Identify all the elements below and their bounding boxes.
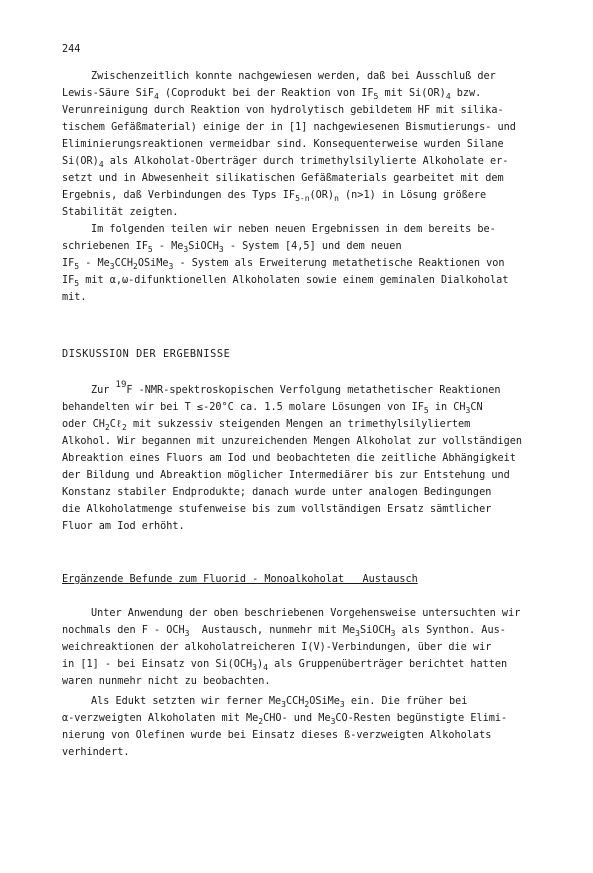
text-line: mit. <box>62 292 87 303</box>
text-line: Lewis-Säure SiF$_4$ (Coprodukt bei der Reaktion von $IF_5$ mit $Si(OR)_4$ bzw. <box>62 88 482 101</box>
text-line: Konstanz stabiler Endprodukte; danach wurde unter analogen Bedingungen <box>62 487 492 498</box>
text-line: weichreaktionen der alkoholatreicheren I(V)-Verbindungen, über die wir <box>62 642 492 653</box>
text-line: schriebenen $IF_5$ - $Me_3SiOCH_3$ - System [4,5] und dem neuen <box>62 241 402 254</box>
text-line: Unter Anwendung der oben beschriebenen Vorgehensweise untersuchten wir <box>91 608 521 619</box>
text-line: Abreaktion eines Fluors am Iod und beobachteten die zeitliche Abhängigkeit <box>62 453 516 464</box>
text-line: $IF_5$ mit α,ω-difunktionellen Alkoholaten sowie einem geminalen Dialkoholat <box>62 275 509 288</box>
text-line: verhindert. <box>62 747 130 758</box>
text-line: der Bildung und Abreaktion möglicher Intermediärer bis zur Entstehung und <box>62 470 510 481</box>
paragraph-5 <box>62 693 542 761</box>
text-line: tischem Gefäßmaterial) einige der in [1] nachgewiesenen Bismutierungs- und <box>62 122 516 133</box>
section-heading: DISKUSSION DER ERGEBNISSE <box>62 349 231 360</box>
text-line: Alkohol. Wir begannen mit unzureichenden Mengen Alkoholat zur vollständigen <box>62 436 523 447</box>
paragraph-1 <box>62 68 542 221</box>
text-line: $IF_5$ - $Me_3CCH_2OSiMe_3$ - System als Erweiterung metathetische Reaktionen von <box>62 258 505 271</box>
text-line: nochmals den F - $OCH_3$ Austausch, nunmehr mit $Me_3SiOCH_3$ als Synthon. Aus- <box>62 625 506 638</box>
page-number: 244 <box>62 44 81 55</box>
text-line: Als Edukt setzten wir ferner $Me_3CCH_2OSiMe_3$ ein. Die früher bei <box>91 696 468 709</box>
text-line: Verunreinigung durch Reaktion von hydrolytisch gebildetem HF mit silika- <box>62 105 504 116</box>
text-line: Zwischenzeitlich konnte nachgewiesen werden, daß bei Ausschluß der <box>91 71 496 82</box>
text-line: die Alkoholatmenge stufenweise bis zum vollständigen Ersatz sämtlicher <box>62 504 492 515</box>
paragraph-2 <box>62 221 542 306</box>
paragraph-3 <box>62 382 542 535</box>
text-line: Stabilität zeigten. <box>62 207 179 218</box>
text-line: α-verzweigten Alkoholaten mit $Me_2CHO-$ und $Me_3CO$-Resten begünstigte Elimi- <box>62 713 508 726</box>
paragraph-4 <box>62 605 542 690</box>
text-line: Ergebnis, daß Verbindungen des Typs $IF_{5-n}(OR)_n$ (n>1) in Lösung größere <box>62 190 487 203</box>
text-line: Im folgenden teilen wir neben neuen Ergebnissen in dem bereits be- <box>91 224 496 235</box>
text-line: nierung von Olefinen wurde bei Einsatz dieses ß-verzweigten Alkoholats <box>62 730 492 741</box>
text-line: setzt und in Abwesenheit silikatischen Gefäßmaterials gearbeitet mit dem <box>62 173 504 184</box>
text-line: behandelten wir bei T ≤-20°C ca. 1.5 molare Lösungen von $IF_5$ in $CH_3CN$ <box>62 402 483 415</box>
text-line: oder $CH_2C\ell_2$ mit sukzessiv steigenden Mengen an trimethylsilyliertem <box>62 419 471 432</box>
text-line: Fluor am Iod erhöht. <box>62 521 185 532</box>
text-line: waren nunmehr nicht zu beobachten. <box>62 676 271 687</box>
text-line: Eliminierungsreaktionen vermeidbar sind. Konsequenterweise wurden Silane <box>62 139 504 150</box>
text-line: $Si(OR)_4$ als Alkoholat-Oberträger durch trimethylsilylierte Alkoholate er- <box>62 156 509 169</box>
text-line: Zur 19F -NMR-spektroskopischen Verfolgung metathetischer Reaktionen <box>91 380 501 396</box>
text-line: in [1] - bei Einsatz von $Si(OCH_3)_4$ als Gruppenüberträger berichtet hatten <box>62 659 508 672</box>
subsection-heading: Ergänzende Befunde zum Fluorid - Monoalkoholat Austausch <box>62 574 418 585</box>
